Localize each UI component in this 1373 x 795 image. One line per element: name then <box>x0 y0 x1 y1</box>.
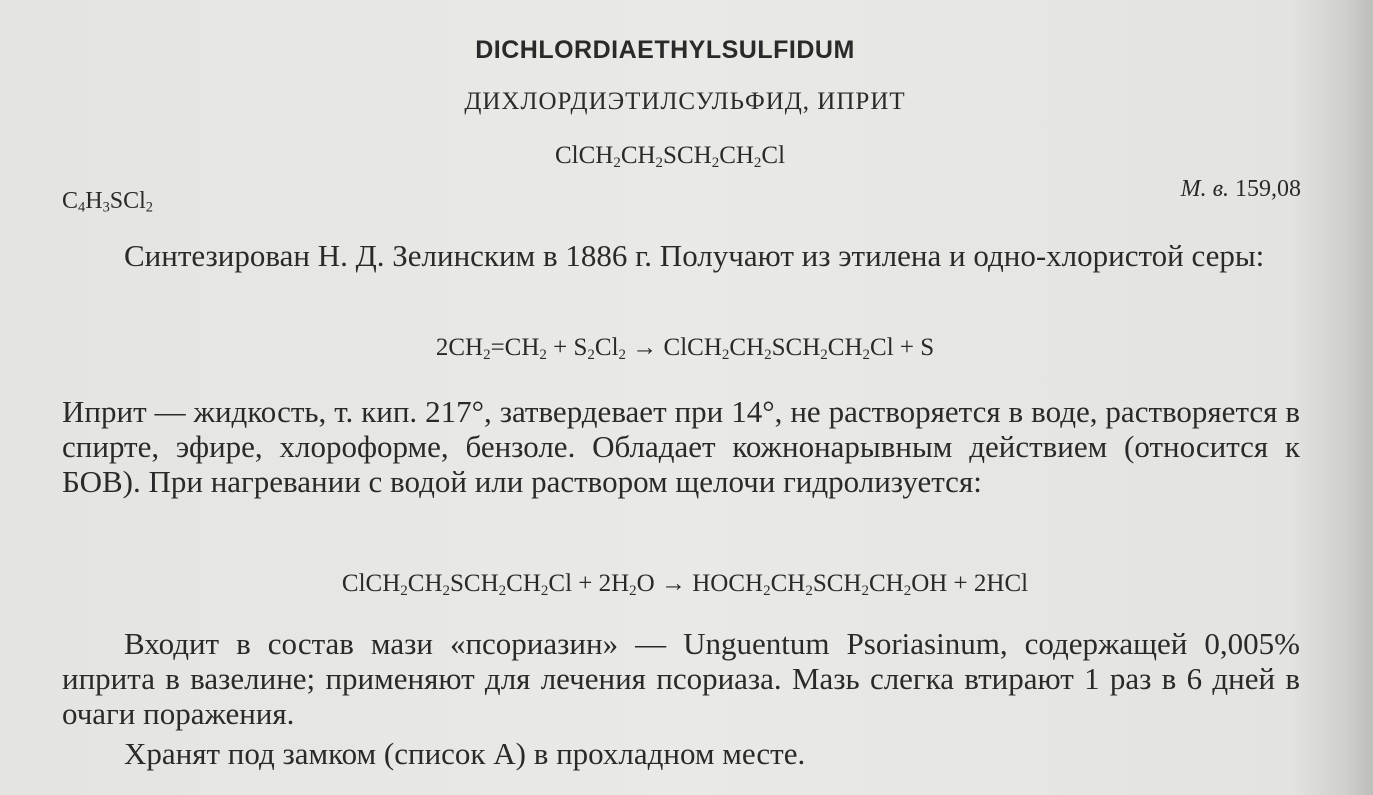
empirical-formula: $C_4H_3SCl_2$ <box>62 188 153 216</box>
hydrolysis-equation: $ClCH_2CH_2SCH_2CH_2Cl + 2H_2O$ → $HOCH_2CH_2SCH_2CH_2OH + 2HCl$ <box>341 570 1029 599</box>
structural-formula: $ClCH_2CH_2SCH_2CH_2Cl$ <box>554 142 786 171</box>
storage-paragraph: Хранят под замком (список А) в прохладном месте. <box>124 736 806 771</box>
molecular-weight <box>1181 176 1301 203</box>
synthesis-paragraph: Синтезирован Н. Д. Зелинским в 1886 г. Получают из этилена и одно-хлористой серы: <box>124 238 1265 273</box>
synthesis-equation: $2CH_2=CH_2 + S_2Cl_2$ → $ClCH_2CH_2SCH_2CH_2Cl + S$ <box>435 334 935 363</box>
properties-paragraph: Иприт — жидкость, т. кип. 217°, затвердевает при 14°, не растворяется в воде, растворяется в спирте, эфире, хлороформе, бензоле. Обладает кожнонарывным действием (относится к БОВ). При нагревании с водой или раствором щелочи гидролизуется: <box>62 394 1300 499</box>
molecular-weight-label: М. в. <box>1180 176 1229 202</box>
ointment-paragraph: Входит в состав мази «псориазин» — Unguentum Psoriasinum, содержащей 0,005% иприта в вазелине; применяют для лечения псориаза. Мазь слегка втирают 1 раз в 6 дней в очаги поражения. <box>62 626 1300 731</box>
latin-title: DICHLORDIAETHYLSULFIDUM <box>475 36 855 64</box>
russian-title: ДИХЛОРДИЭТИЛСУЛЬФИД, ИПРИТ <box>464 88 906 115</box>
molecular-weight-value: 159,08 <box>1235 176 1301 202</box>
